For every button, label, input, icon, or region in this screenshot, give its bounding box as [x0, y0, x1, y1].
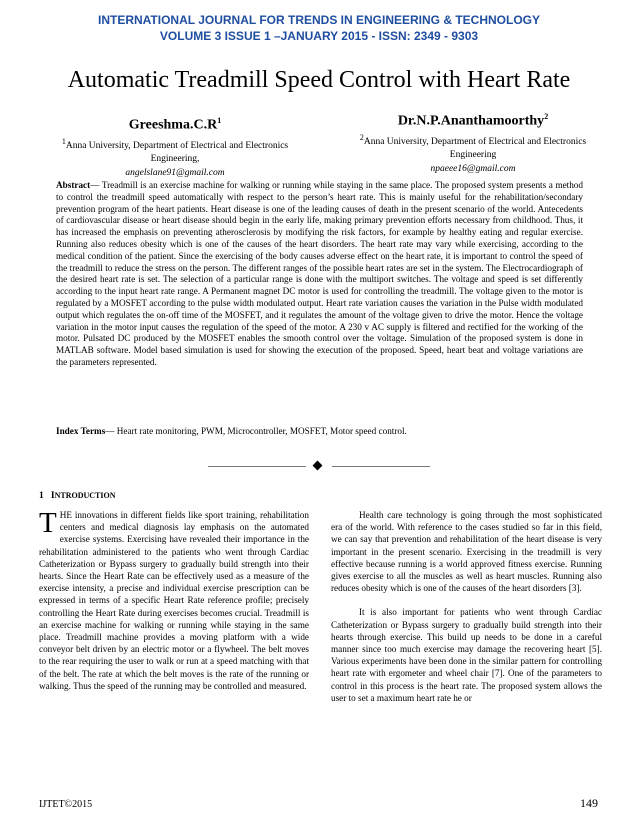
left-column — [39, 509, 309, 692]
index-terms-text: — Heart rate monitoring, PWM, Microcontroller, MOSFET, Motor speed control. — [105, 426, 407, 436]
divider-line-right — [332, 466, 430, 467]
author-email: npaeee16@gmail.com — [430, 163, 516, 174]
section-number: 1 — [39, 491, 44, 501]
paper-title: Automatic Treadmill Speed Control with Heart Rate — [67, 67, 571, 93]
journal-name: INTERNATIONAL JOURNAL FOR TRENDS IN ENGINEERING & TECHNOLOGY — [97, 13, 541, 27]
drop-cap: T — [39, 507, 57, 539]
page-number: 149 — [580, 796, 598, 810]
paragraph-health-care: Health care technology is going through the most sophisticated era of the world. With reference to the cases studied so far in this field, we can say that prevention and rehabilitation of the heart disease is very important in the present scenario. Exercising in the treadmill is very effective because running is a world approved fitness exercise. Running gives exercise to all the muscles as well as heart muscles. Running also reduces obesity which is one of the causes of the heart disorders [3]. — [331, 510, 602, 594]
author-superscript: 2 — [544, 112, 549, 121]
author-affiliation: Anna University, Department of Electrical and Electronics Engineering, — [65, 140, 289, 164]
section-divider — [208, 460, 430, 472]
section-heading — [39, 491, 115, 501]
journal-header — [0, 12, 638, 44]
affiliation-superscript: 1 — [61, 136, 66, 146]
author-name: Greeshma.C.R — [128, 117, 218, 133]
author-1 — [45, 112, 305, 180]
abstract-label: Abstract — [56, 180, 91, 190]
diamond-icon — [313, 461, 323, 471]
author-superscript: 1 — [217, 116, 222, 125]
abstract-text: — Treadmill is an exercise machine for walking or running while staying in the same place. The proposed system presents a method to control the treadmill speed automatically with respect to the person’s heart rate. This is mainly useful for the rehabilitation/secondary prevention program of the heart patients. Heart disease is one of the leading causes of death in the present scenario of the world. Antecedents of cardiovascular disease or heart disease should begin in the early life, making primary prevention efforts necessary from childhood. Thus, it has increased the emphasis on preventing atherosclerosis by modifying the risk factors, for example by healthy eating and regular exercise. Running also reduces obesity which is one of the causes of the heart disorders. The heart rate may vary while exercising, according to the medical condition of the patient. Since the exercising of the body causes adverse effect on the heart rate, it is important to control the speed of the treadmill to reduce the stress on the person. The different ranges of the possible heart rates are set in the system. The Electrocardiograph of the desired heart rate is set. The selection of a particular range is done with the multiport switches. The voltage and speed is set differently according to the input heart rate range. A Permanent magnet DC motor is used for controlling the treadmill. The voltage given to the motor is regulated by a MOSFET according to the pulse width modulated output. Heart rate variation causes the variation in the Pulse width modulated output which regulates the on-off time of the MOSFET, and it regulates the amount of the voltage given to drive the motor. Hence the voltage variation in the motor input causes the regulation of the speed of the motor. A 230 v AC supply is filtered and rectified for the working of the motor. Pulsated DC produced by the MOSFET enables the smooth control over the voltage. Simulation of the proposed system is done in MATLAB software. Model based simulation is used for showing the execution of the proposed. Speed, heart beat and voltage variations are the parameters represented. — [56, 180, 583, 367]
paragraph-cardiac: It is also important for patients who went through Cardiac Catheterization or Bypass surgery to gradually build strength into their hearts through exercise. This build up needs to be done in a careful manner since too much exercise may damage the recovering heart [5]. Various experiments have been done in the similar pattern for controlling heart rate with ergometer and wheel chair [7]. One of the parameters to control in this process is the heart rate. The proposed system allows the user to set a maximum heart rate he or — [331, 607, 602, 703]
copyright-footer: IJTET©2015 — [39, 799, 93, 810]
index-terms-label: Index Terms — [56, 426, 106, 436]
author-affiliation: Anna University, Department of Electrical and Electronics Engineering — [363, 136, 587, 160]
section-title-rest: NTRODUCTION — [54, 491, 116, 500]
index-terms — [56, 425, 583, 437]
author-email: angelslane91@gmail.com — [125, 167, 225, 178]
right-column — [331, 509, 602, 704]
affiliation-superscript: 2 — [359, 132, 364, 142]
author-name: Dr.N.P.Ananthamoorthy — [397, 113, 545, 129]
journal-issue: VOLUME 3 ISSUE 1 –JANUARY 2015 - ISSN: 2349 - 9303 — [159, 29, 479, 43]
intro-paragraph: HE innovations in different fields like sport training, rehabilitation centers and medical diagnosis lay emphasis on the automated exercise systems. Exercising have revealed their importance in the rehabilitation administered to the patients who went through Cardiac Catheterization or Bypass surgery to gradually build strength into their hearts. Since the Heart Rate can be effectively used as a measure of the exercise intensity, a precise and individual exercise prescription can be expressed in terms of a specific Heart Rate reference profile; precisely controlling the Heart Rate during exercises becomes crucial. Treadmill is an exercise machine for walking or running while staying in the same place. Treadmill machine provides a moving platform with a wide conveyor belt driven by an electric motor or a flywheel. The belt moves to the rear requiring the user to walk or run at a speed matching with that of the belt. The rate at which the belt moves is the rate of the running or walking. Thus the speed of the running may be controlled and measured. — [39, 510, 309, 691]
section-title-initial: I — [50, 491, 55, 501]
divider-line-left — [208, 466, 306, 467]
author-2 — [342, 108, 604, 176]
abstract — [56, 180, 583, 369]
